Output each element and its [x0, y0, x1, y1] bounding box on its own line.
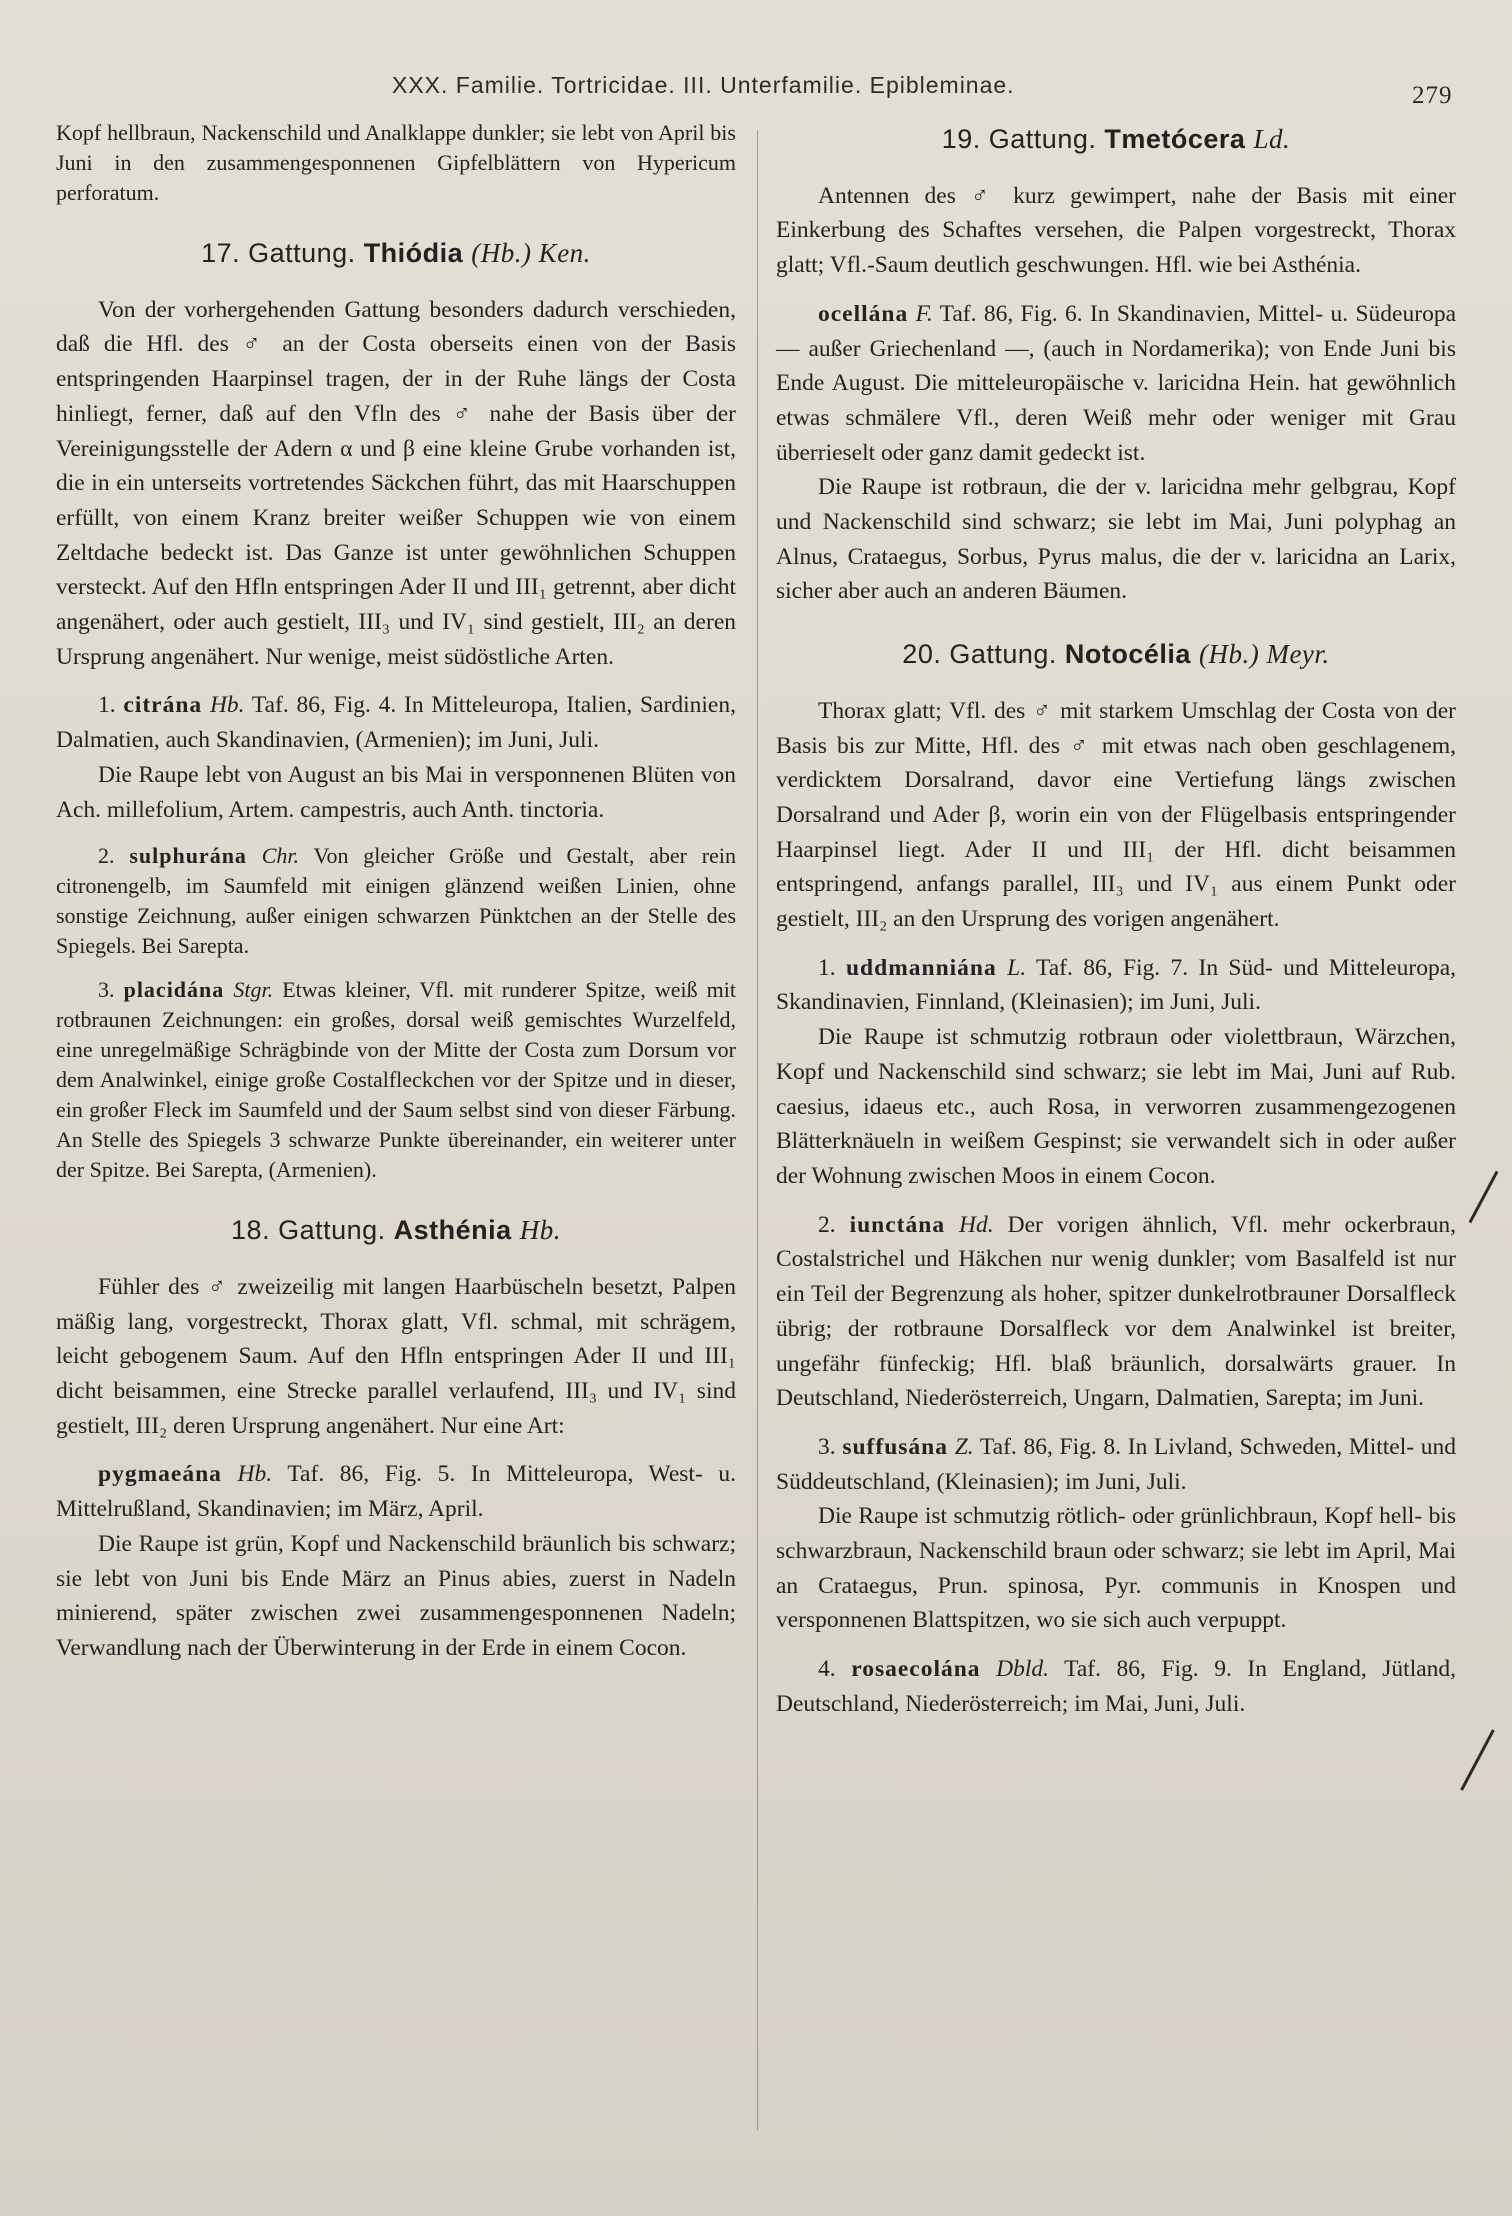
genus-author: (Hb.) Ken. [471, 238, 591, 268]
species-entry [776, 1208, 1456, 1416]
species-entry [776, 1652, 1456, 1721]
species-entry [776, 297, 1456, 471]
genus-19-description: Antennen des ♂ kurz gewimpert, nahe der Basis mit einer Einkerbung des Schaftes versehen, die Palpen vorgestreckt, Thorax glatt; Vfl.-Saum deutlich geschwungen. Hfl. wie bei Asthénia. [776, 182, 1456, 279]
genus-18-description: Fühler des ♂ zweizeilig mit langen Haarbüscheln besetzt, Palpen mäßig lang, vorgestreckt, Thorax glatt, Vfl. schmal, mit schrägem, leicht gebogenem Saum. Auf den Hfln entspringen Ader II und III₁ dicht beisammen, eine Strecke parallel verlaufend, III₃ und IV₁ sind gestielt, III₂ deren Ursprung angenähert. Nur eine Art: [56, 1273, 736, 1439]
species-name: pygmaeána [98, 1461, 222, 1488]
species-text: Taf. 86, Fig. 4. In Mitteleuropa, Italien, Sardinien, Dalmatien, auch Skandinavien, (Armenien); im Juni, Juli. [56, 692, 736, 754]
genus-19-heading [776, 122, 1456, 157]
genus-name: Thiódia [363, 238, 464, 268]
larva-paragraph: Die Raupe ist rotbraun, die der v. laricidna mehr gelbgrau, Kopf und Nackenschild sind schwarz; sie lebt im Mai, Juni polyphag an Alnus, Crataegus, Sorbus, Pyrus malus, die der v. laricidna an Larix, sicher aber auch an anderen Bäumen. [776, 474, 1456, 605]
species-author: Hd. [959, 1211, 994, 1238]
species-entry [56, 1457, 736, 1526]
species-author: Chr. [261, 843, 300, 869]
species-number: 2. [818, 1211, 836, 1238]
larva-paragraph: Die Raupe ist schmutzig rötlich- oder grünlichbraun, Kopf hell- bis schwarzbraun, Nackenschild braun oder schwarz; sie lebt im April, Mai an Crataegus, Prun. spinosa, Pyr. communis in Knospen und versponnenen Blattspitzen, wo sie sich auch verpuppt. [776, 1503, 1456, 1634]
species-name: sulphurána [129, 843, 247, 869]
margin-pencil-mark [1469, 1171, 1499, 1224]
genus-number: 17. Gattung. [201, 238, 356, 268]
intro-paragraph: Kopf hellbraun, Nackenschild und Analklappe dunkler; sie lebt von April bis Juni in den zusammengesponnenen Gipfelblättern von Hypericum perforatum. [56, 120, 736, 205]
species-number: 3. [818, 1433, 836, 1460]
species-entry [56, 688, 736, 757]
species-author: Z. [954, 1433, 974, 1460]
species-text: Taf. 86, Fig. 5. In Mitteleuropa, West- u. Mittelrußland, Skandinavien; im März, April. [56, 1461, 737, 1523]
species-name: placidána [123, 977, 225, 1003]
running-head-text: XXX. Familie. Tortricidae. III. Unterfamilie. Epibleminae. [392, 72, 1015, 98]
genus-author: Ld. [1253, 124, 1291, 154]
species-text: Etwas kleiner, Vfl. mit runderer Spitze, weiß mit rotbraunen Zeichnungen: ein großes, dorsal weiß gemischtes Wurzelfeld, eine unregelmäßige Schrägbinde von der Mitte der Costa zum Dorsum vor dem Analwinkel, einige große Costalfleckchen vor der Spitze und in dieser, ein großer Fleck im Saumfeld und der Saum selbst sind von dieser Färbung. An Stelle des Spiegels 3 schwarze Punkte übereinander, ein weiterer unter der Spitze. Bei Sarepta, (Armenien). [56, 977, 737, 1183]
species-entry [776, 951, 1456, 1020]
genus-18-heading [56, 1213, 736, 1248]
genus-17-description: Von der vorhergehenden Gattung besonders dadurch verschieden, daß die Hfl. des ♂ an der Costa oberseits einen von der Basis entspringenden Haarpinsel tragen, der in der Ruhe längs der Costa hinliegt, ferner, daß auf den Vfln des ♂ nahe der Basis über der Vereinigungsstelle der Adern α und β eine kleine Grube vorhanden ist, die in ein unterseits vortretendes Säckchen führt, das mit Haarschuppen erfüllt, von einem Kranz breiter weißer Schuppen wie von einem Zeltdache bedeckt ist. Das Ganze ist unter gewöhnlichen Schuppen versteckt. Auf den Hfln entspringen Ader II und III₁ getrennt, aber dicht angenähert, oder auch gestielt, III₃ und IV₁ sind gestielt, III₂ an deren Ursprung angenähert. Nur wenige, meist südöstliche Arten. [56, 296, 736, 670]
genus-author: Hb. [519, 1215, 561, 1246]
species-name: uddmanniána [845, 954, 997, 981]
species-number: 2. [98, 843, 115, 869]
left-column [56, 118, 736, 1666]
species-entry [56, 841, 736, 961]
species-number: 4. [818, 1656, 836, 1683]
larva-paragraph: Die Raupe ist grün, Kopf und Nackenschild bräunlich bis schwarz; sie lebt von Juni bis Ende März an Pinus abies, zuerst in Nadeln minierend, später zwischen zwei zusammengesponnenen Nadeln; Verwandlung nach der Überwinterung in der Erde in einem Cocon. [56, 1530, 736, 1661]
species-text: Taf. 86, Fig. 9. In England, Jütland, Deutschland, Niederösterreich; im Mai, Juni, Juli. [776, 1656, 1457, 1717]
margin-pencil-mark [1460, 1729, 1495, 1790]
species-author: L. [1007, 954, 1027, 981]
species-number: 1. [98, 692, 116, 719]
page-number: 279 [1412, 82, 1453, 109]
genus-name: Tmetócera [1104, 124, 1246, 154]
larva-paragraph: Die Raupe lebt von August an bis Mai in versponnenen Blüten von Ach. millefolium, Artem. campestris, auch Anth. tinctoria. [56, 761, 736, 823]
genus-name: Notocélia [1064, 639, 1191, 670]
species-author: Hb. [237, 1461, 273, 1488]
species-name: citrána [123, 692, 203, 719]
species-author: Stgr. [233, 977, 274, 1003]
species-text: Der vorigen ähnlich, Vfl. mehr ockerbraun, Costalstrichel und Häkchen nur wenig dunkler; vom Basalfeld ist nur ein Teil der Begrenzung als hoher, spitzer dunkelrotbrauner Dorsalfleck übrig; der rotbraune Dorsalfleck vor dem Analwinkel ist breiter, ungefähr fünfeckig; Hfl. blaß bräunlich, dorsalwärts grauer. In Deutschland, Niederösterreich, Ungarn, Dalmatien, Sarepta; im Juni. [776, 1211, 1457, 1412]
species-name: rosaecolána [851, 1656, 981, 1683]
species-author: F. [915, 300, 933, 327]
genus-20-description: Thorax glatt; Vfl. des ♂ mit starkem Umschlag der Costa von der Basis bis zur Mitte, Hfl. des ♂ mit etwas nach oben geschlagenem, verdicktem Dorsalrand, davor eine Vertiefung längs zwischen Dorsalrand und Ader β, worin ein von der Flügelbasis entspringender Haarpinsel liegt. Ader II und III₁ der Hfl. dicht beisammen entspringend, anfangs parallel, III₃ und IV₁ aus einem Punkt oder gestielt, III₂ an den Ursprung des vorigen angenähert. [776, 697, 1456, 933]
species-entry [56, 975, 736, 1185]
genus-number: 18. Gattung. [231, 1215, 386, 1246]
species-number: 1. [818, 954, 836, 981]
genus-number: 20. Gattung. [902, 639, 1057, 670]
species-name: suffusána [842, 1433, 948, 1460]
right-column [776, 118, 1456, 1722]
species-number: 3. [98, 977, 115, 1003]
genus-name: Asthénia [393, 1215, 512, 1246]
genus-number: 19. Gattung. [941, 124, 1097, 154]
genus-20-heading [776, 637, 1456, 672]
species-author: Dbld. [996, 1656, 1049, 1683]
genus-17-heading [56, 236, 736, 271]
species-name: iunctána [849, 1211, 946, 1238]
genus-author: (Hb.) Meyr. [1198, 639, 1330, 670]
species-author: Hb. [209, 692, 245, 719]
species-text: Taf. 86, Fig. 6. In Skandinavien, Mittel- u. Südeuropa — außer Griechenland —, (auch in Nordamerika); von Ende Juni bis Ende August. Die mitteleuropäische v. laricidna Hein. hat gewöhnlich etwas schmälere Vfl., deren Weiß mehr oder weniger mit Grau überrieselt oder ganz damit gedeckt ist. [776, 300, 1456, 466]
column-divider [757, 130, 758, 2130]
species-name: ocellána [818, 300, 909, 327]
larva-paragraph: Die Raupe ist schmutzig rotbraun oder violettbraun, Wärzchen, Kopf und Nackenschild sind schwarz; sie lebt im Mai, Juni auf Rub. caesius, idaeus etc., auch Rosa, in verworren zusammengezogenen Blätterknäueln in weißem Gespinst; sie verwandelt sich in oder außer der Wohnung zwischen Moos in einem Cocon. [776, 1024, 1456, 1189]
species-text: Taf. 86, Fig. 7. In Süd- und Mitteleuropa, Skandinavien, Finnland, (Kleinasien); im Juni, Juli. [776, 954, 1457, 1016]
species-text: Taf. 86, Fig. 8. In Livland, Schweden, Mittel- und Süddeutschland, (Kleinasien); im Juni, Juli. [776, 1433, 1457, 1495]
species-entry [776, 1430, 1456, 1499]
species-text: Von gleicher Größe und Gestalt, aber rein citronengelb, im Saumfeld mit einigen glänzend weißen Linien, ohne sonstige Zeichnung, außer einigen schwarzen Pünktchen an der Stelle des Spiegels. Bei Sarepta. [56, 843, 737, 959]
